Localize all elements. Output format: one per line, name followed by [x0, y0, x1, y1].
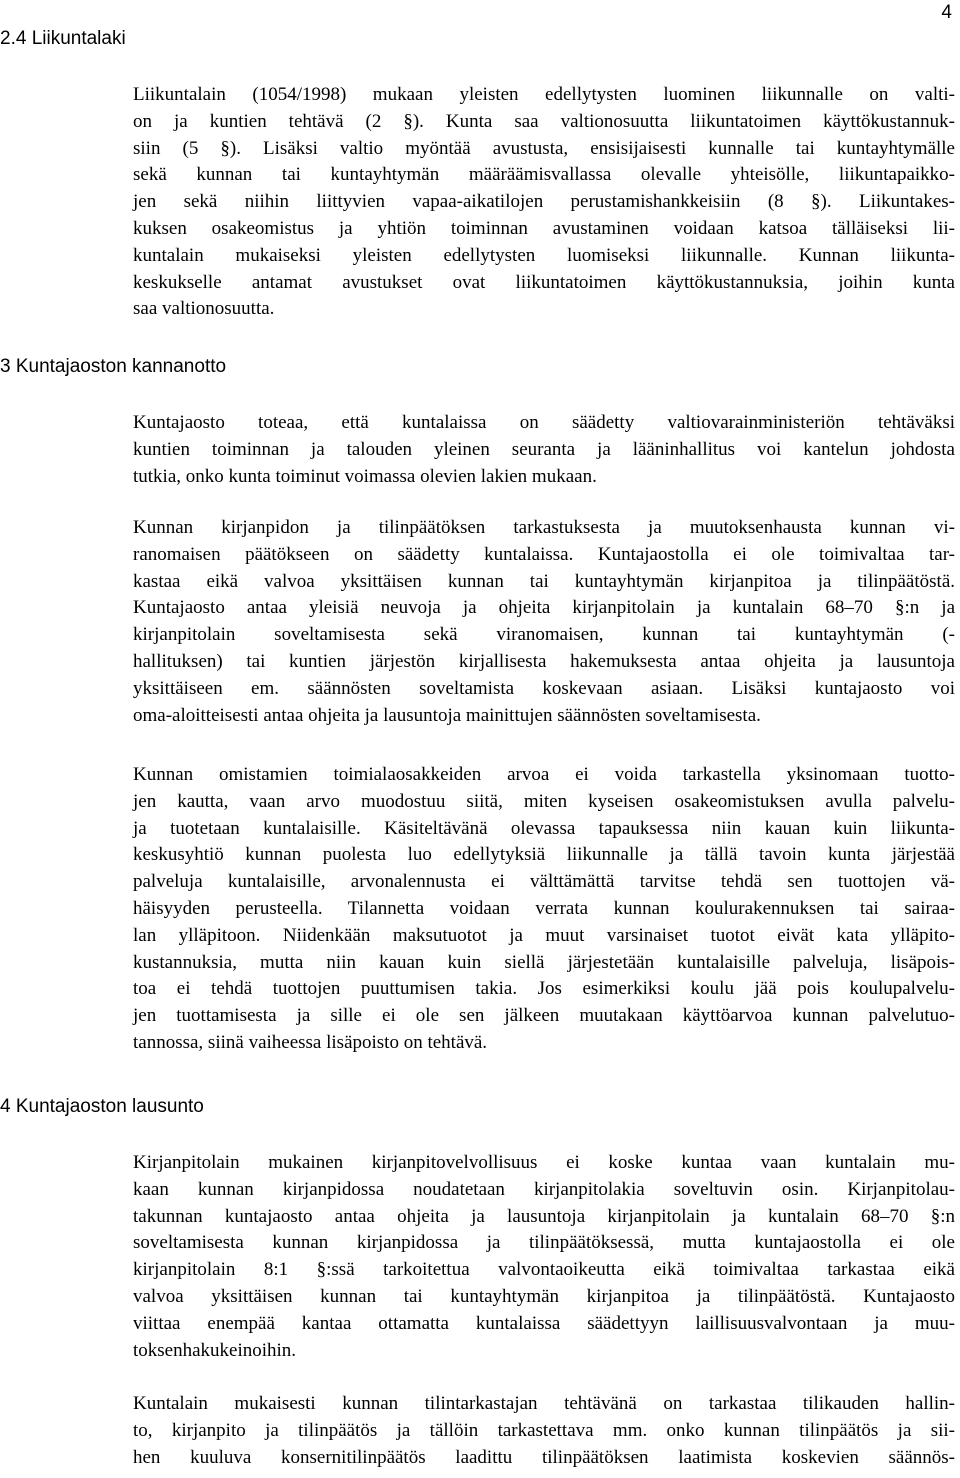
text-line: jen sekä niihin liittyvien vapaa-aikatilojen perustamishankkeisiin (8 §). Liikuntakes-: [133, 191, 955, 213]
text-line: kastaa eikä valvoa yksittäisen kunnan tai kuntayhtymän kirjanpitoa ja tilinpäätöstä.: [133, 570, 955, 592]
text-line: Kuntalain mukaisesti kunnan tilintarkastajan tehtävänä on tarkastaa tilikauden hallin-: [133, 1393, 955, 1414]
text-line: Kunnan omistamien toimialaosakkeiden arvoa ei voida tarkastella yksinomaan tuotto-: [133, 764, 955, 785]
text-line: to, kirjanpito ja tilinpäätös ja tällöin tarkastettava mm. onko kunnan tilinpäätös ja sii-: [133, 1419, 955, 1441]
text-line: kirjanpitolain 8:1 §:ssä tarkoitettua valvontaoikeutta eikä toimivaltaa tarkastaa eikä: [133, 1259, 955, 1281]
text-line: palveluja kuntalaisille, arvonalennusta ei välttämättä tarvitse tehdä sen tuottojen vä-: [133, 871, 955, 893]
text-line: soveltamisesta kunnan kirjanpidossa ja tilinpäätöksessä, mutta kuntajaostolla ei ole: [133, 1232, 955, 1254]
text-line: sekä kunnan tai kuntayhtymän määräämisvallassa olevalle yhteisölle, liikuntapaikko-: [133, 164, 955, 186]
text-line: lan ylläpitoon. Niidenkään maksutuotot ja muut varsinaiset tuotot eivät kata ylläpito-: [133, 924, 955, 946]
text-line: kaan kunnan kirjanpidossa noudatetaan kirjanpitolakia soveltuvin osin. Kirjanpitolau-: [133, 1178, 955, 1200]
text-line: valvoa yksittäisen kunnan tai kuntayhtymän kirjanpitoa ja tilinpäätöstä. Kuntajaosto: [133, 1285, 955, 1307]
text-line: yksittäiseen em. säännösten soveltamista koskevaan asiaan. Lisäksi kuntajaosto voi: [133, 677, 955, 699]
text-line: takunnan kuntajaosto antaa ohjeita ja lausuntoja kirjanpitolain ja kuntalain 68–70 §:n: [133, 1205, 955, 1227]
text-line: tutkia, onko kunta toiminut voimassa olevien lakien mukaan.: [133, 465, 597, 487]
text-line: jen tuottamisesta ja sille ei ole sen jälkeen muutakaan käyttöarvoa kunnan palvelutuo-: [133, 1005, 955, 1027]
text-line: jen kautta, vaan arvo muodostuu siitä, miten kyseisen osakeomistuksen avulla palvelu-: [133, 790, 955, 812]
page-number: 4: [941, 2, 952, 23]
text-line: keskusyhtiö kunnan puolesta luo edellytyksiä liikunnalle ja tällä tavoin kunta järjestää: [133, 844, 955, 866]
text-line: hen kuuluva konsernitilinpäätös laadittu tilinpäätöksen laatimista koskevien säännös-: [133, 1446, 955, 1468]
paragraph-lausunto-2: [133, 1391, 955, 1471]
text-line: Kunnan kirjanpidon ja tilinpäätöksen tarkastuksesta ja muutoksenhausta kunnan vi-: [133, 517, 955, 538]
paragraph-kannanotto-2: [133, 515, 955, 729]
text-line: siin (5 §). Lisäksi valtio myöntää avustusta, ensisijaisesti kunnalle tai kuntayhtymälle: [133, 137, 955, 159]
text-line: tannossa, siinä vaiheessa lisäpoisto on tehtävä.: [133, 1031, 488, 1053]
text-line: Liikuntalain (1054/1998) mukaan yleisten edellytysten luominen liikunnalle on valti-: [133, 84, 955, 105]
text-line: toa ei tehdä tuottojen puuttumisen takia. Jos esimerkiksi koulu jää pois koulupalvelu-: [133, 978, 955, 1000]
text-line: viittaa enempää kantaa ottamatta kuntalaissa säädettyyn laillisuusvalvontaan ja muu-: [133, 1312, 955, 1334]
text-line: hallituksen) tai kuntien järjestön kirjallisesta hakemuksesta antaa ohjeita ja lausuntoja: [133, 650, 955, 672]
text-line: Kuntajaosto antaa yleisiä neuvoja ja ohjeita kirjanpitolain ja kuntalain 68–70 §:n ja: [133, 597, 955, 619]
paragraph-kannanotto-3: [133, 762, 955, 1057]
text-line: kuntien toiminnan ja talouden yleinen seuranta ja lääninhallitus voi kantelun johdosta: [133, 438, 955, 460]
paragraph-liikuntalaki: [133, 82, 955, 323]
text-line: Kirjanpitolain mukainen kirjanpitovelvollisuus ei koske kuntaa vaan kuntalain mu-: [133, 1152, 955, 1173]
text-line: ja tuotetaan kuntalaisille. Käsiteltävänä olevassa tapauksessa niin kauan kuin liikunta-: [133, 817, 955, 839]
text-line: toksenhakukeinoihin.: [133, 1339, 297, 1361]
section-heading-liikuntalaki: 2.4 Liikuntalaki: [0, 28, 126, 49]
text-line: ranomaisen päätökseen on säädetty kuntalaissa. Kuntajaostolla ei ole toimivaltaa tar-: [133, 543, 955, 565]
text-line: kustannuksia, mutta niin kauan kuin siellä järjestetään kuntalaisille palveluja, lisäpois-: [133, 951, 955, 973]
text-line: saa valtionosuutta.: [133, 298, 275, 320]
section-heading-lausunto: 4 Kuntajaoston lausunto: [0, 1096, 204, 1117]
paragraph-lausunto-1: [133, 1150, 955, 1364]
text-line: kirjanpitolain soveltamisesta sekä viranomaisen, kunnan tai kuntayhtymän (-: [133, 624, 955, 646]
text-line: kuntalain mukaiseksi yleisten edellytysten luomiseksi liikunnalle. Kunnan liikunta-: [133, 244, 955, 266]
text-line: keskukselle antamat avustukset ovat liikuntatoimen käyttökustannuksia, joihin kunta: [133, 271, 955, 293]
text-line: häisyyden perusteella. Tilannetta voidaan verrata kunnan koulurakennuksen tai sairaa-: [133, 897, 955, 919]
paragraph-kannanotto-1: [133, 410, 955, 490]
text-line: Kuntajaosto toteaa, että kuntalaissa on säädetty valtiovarainministeriön tehtäväksi: [133, 412, 955, 433]
text-line: oma-aloitteisesti antaa ohjeita ja lausuntoja mainittujen säännösten soveltamisesta.: [133, 704, 761, 726]
text-line: on ja kuntien tehtävä (2 §). Kunta saa valtionosuutta liikuntatoimen käyttökustannuk-: [133, 110, 955, 132]
section-heading-kannanotto: 3 Kuntajaoston kannanotto: [0, 356, 227, 377]
text-line: kuksen osakeomistus ja yhtiön toiminnan avustaminen voidaan katsoa tälläiseksi lii-: [133, 217, 955, 239]
